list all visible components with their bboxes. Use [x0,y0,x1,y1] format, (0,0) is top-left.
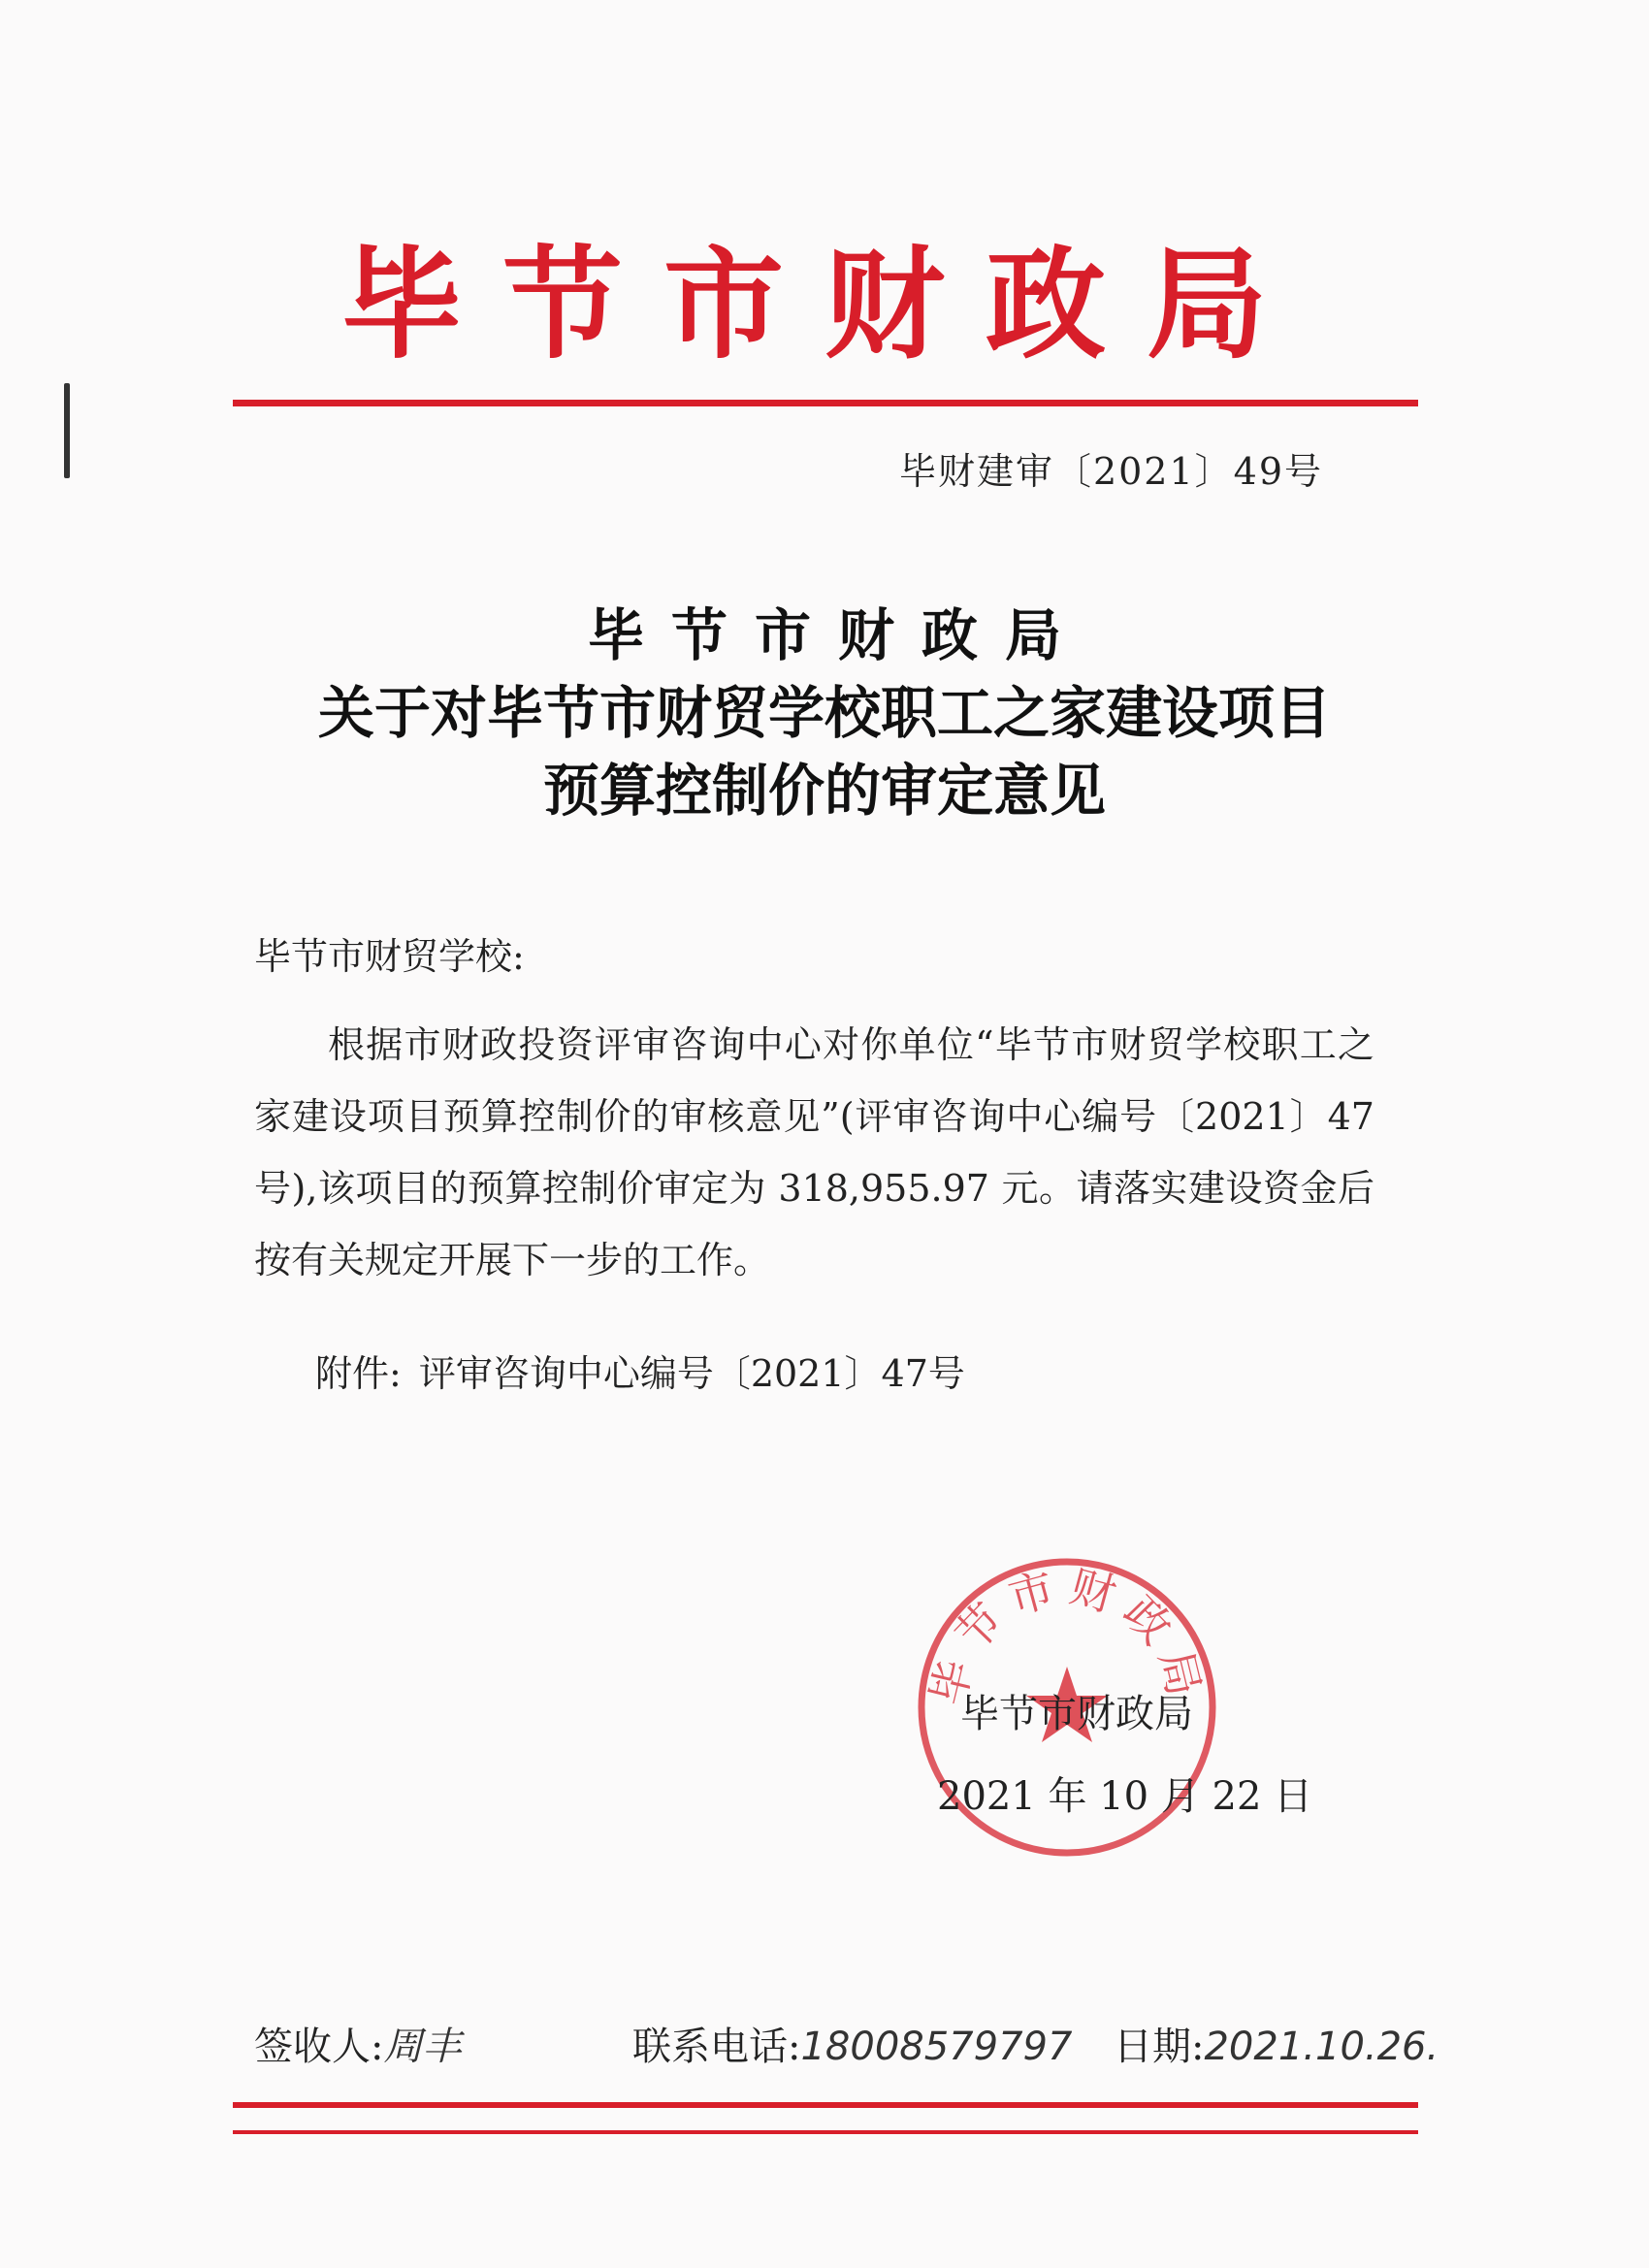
binding-mark [64,383,70,478]
phone-label: 联系电话: [632,2025,801,2069]
attachment-line [315,1344,965,1397]
receipt-date-value: 2021.10.26. [1204,2025,1439,2069]
receipt-receiver [254,2016,461,2071]
footer-red-rule-bottom [233,2130,1418,2134]
attachment-label: 附件: [315,1352,402,1395]
seal-text: 毕节市财政局 [921,1559,1213,1711]
signing-organization: 毕节市财政局 [960,1692,1193,1736]
title-line-3: 预算控制价的审定意见 [542,758,1106,824]
receiver-signature: 周丰 [383,2025,462,2069]
signing-date: 2021 年 10 月 22 日 [937,1774,1313,1819]
receipt-date-label: 日期: [1114,2025,1205,2069]
title-line-2: 关于对毕节市财贸学校职工之家建设项目 [317,680,1331,746]
receipt-phone [632,2016,1072,2071]
document-number: 毕财建审〔2021〕49号 [898,450,1323,493]
footer-red-rule-top [233,2102,1418,2108]
attachment-text: 评审咨询中心编号〔2021〕47号 [418,1352,965,1395]
phone-number: 18008579797 [800,2025,1073,2069]
title-line-1: 毕节市财政局 [587,602,1088,668]
header-red-rule [233,400,1418,406]
issuer-header: 毕节市财政局 [340,236,1308,375]
document-title [0,597,1649,829]
body-paragraph: 根据市财政投资评审咨询中心对你单位“毕节市财贸学校职工之家建设项目预算控制价的审核意见”(评审咨询中心编号〔2021〕47号),该项目的预算控制价审定为 318,955.97 元。请落实建设资金后按有关规定开展下一步的工作。 [254,1023,1374,1281]
receipt-date [1114,2016,1439,2071]
receiver-label: 签收人: [254,2025,384,2069]
salutation: 毕节市财贸学校: [254,935,525,978]
